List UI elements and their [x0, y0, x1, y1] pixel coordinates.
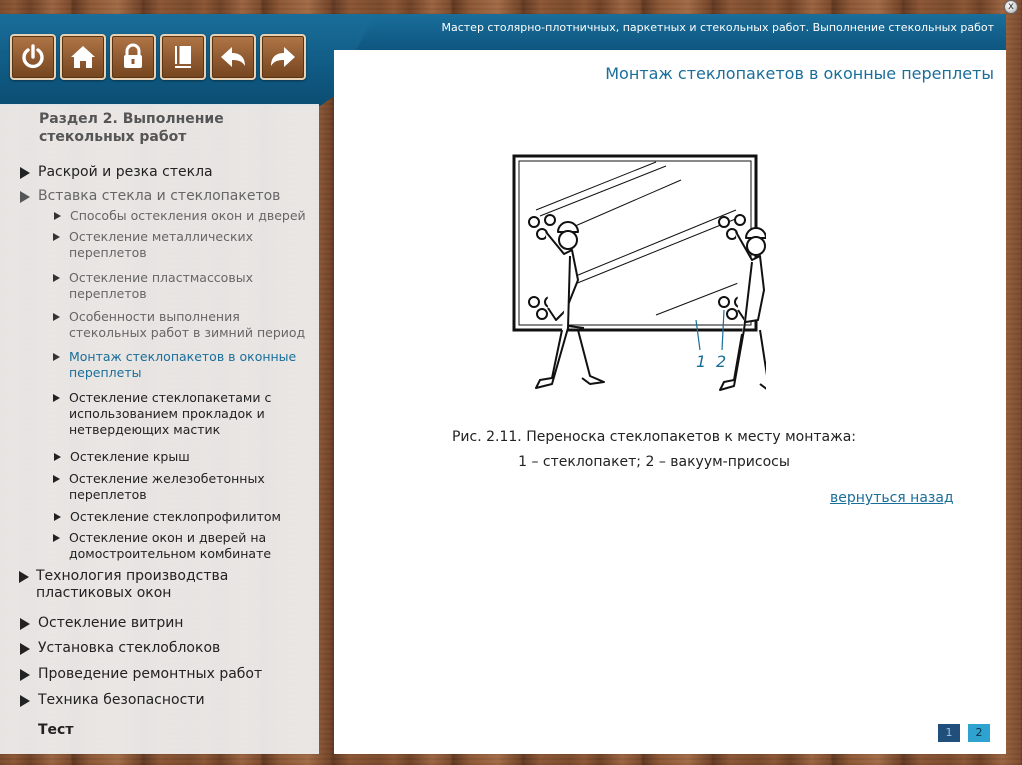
sidebar-subitem-housing-plant[interactable]: Остекление окон и дверей на домостроительном комбинате: [52, 530, 314, 562]
close-button[interactable]: [1004, 0, 1018, 14]
triangle-right-icon: [52, 349, 61, 365]
sidebar-subitem-profilite[interactable]: Остекление стеклопрофилитом: [52, 509, 314, 525]
sidebar-subitem-plastic-frames[interactable]: Остекление пластмассовых переплетов: [52, 270, 277, 302]
content-panel: [334, 50, 1006, 754]
back-button[interactable]: [210, 34, 256, 80]
triangle-right-icon: [52, 229, 61, 245]
page-title: Монтаж стеклопакетов в оконные переплеты: [605, 64, 994, 83]
power-button[interactable]: [10, 34, 56, 80]
lock-icon: [118, 42, 148, 72]
section-title: Раздел 2. Выполнение стекольных работ: [39, 111, 224, 145]
book-button[interactable]: [160, 34, 206, 80]
triangle-right-icon: [52, 471, 61, 487]
lock-button[interactable]: [110, 34, 156, 80]
sidebar-subitem-metal-frames[interactable]: Остекление металлических переплетов: [52, 229, 277, 261]
triangle-right-icon: [52, 270, 61, 286]
glass-unit-carrying-illustration: [506, 150, 766, 400]
triangle-right-icon: [18, 568, 30, 585]
sidebar-item-plastic-windows[interactable]: Технология производства пластиковых окон: [18, 568, 258, 602]
back-link[interactable]: вернуться назад: [830, 490, 954, 506]
sidebar-subitem-glazing-methods[interactable]: Способы остекления окон и дверей: [52, 208, 317, 224]
sidebar-item-glass-cutting[interactable]: Раскрой и резка стекла: [18, 164, 213, 181]
triangle-right-icon: [18, 666, 32, 683]
window-title: Мастер столярно-плотничных, паркетных и стекольных работ. Выполнение стекольных работ: [441, 21, 994, 34]
triangle-right-icon: [52, 530, 61, 546]
sidebar-subitem-roof-glazing[interactable]: Остекление крыш: [52, 449, 282, 465]
triangle-right-icon: [18, 692, 32, 709]
caption-line-1: Рис. 2.11. Переноска стеклопакетов к месту монтажа:: [451, 429, 856, 445]
triangle-right-icon: [52, 449, 62, 465]
triangle-right-icon: [18, 615, 32, 632]
power-icon: [18, 42, 48, 72]
sidebar-subitem-gaskets-mastics[interactable]: Остекление стеклопакетами с использованием прокладок и нетвердеющих мастик: [52, 390, 282, 438]
sidebar-item-safety[interactable]: Техника безопасности: [18, 692, 205, 709]
caption-line-2: 1 – стеклопакет; 2 – вакуум-присосы: [518, 454, 790, 470]
triangle-right-icon: [52, 509, 62, 525]
figure-label-2: 2: [716, 352, 727, 371]
triangle-right-icon: [18, 640, 32, 657]
close-icon: x: [1008, 1, 1014, 12]
home-icon: [68, 42, 98, 72]
sidebar-subitem-winter-works[interactable]: Особенности выполнения стекольных работ в зимний период: [52, 309, 314, 341]
sidebar-item-glass-blocks[interactable]: Установка стеклоблоков: [18, 640, 220, 657]
back-arrow-icon: [218, 42, 248, 72]
page-button-1[interactable]: 1: [938, 724, 960, 742]
figure-caption: [334, 425, 974, 475]
forward-arrow-icon: [268, 42, 298, 72]
triangle-right-icon: [52, 390, 61, 406]
sidebar-item-test[interactable]: Тест: [38, 722, 74, 738]
home-button[interactable]: [60, 34, 106, 80]
triangle-right-icon: [18, 188, 32, 205]
triangle-right-icon: [18, 164, 32, 181]
figure-label-1: 1: [696, 352, 707, 371]
page-button-2[interactable]: 2: [968, 724, 990, 742]
sidebar-item-repair-works[interactable]: Проведение ремонтных работ: [18, 666, 262, 683]
sidebar: [0, 104, 319, 754]
sidebar-subitem-concrete-frames[interactable]: Остекление железобетонных переплетов: [52, 471, 287, 503]
sidebar-item-shop-windows[interactable]: Остекление витрин: [18, 615, 183, 632]
pager: [938, 724, 990, 742]
book-icon: [168, 42, 198, 72]
toolbar: [10, 34, 306, 80]
sidebar-item-glass-insertion[interactable]: Вставка стекла и стеклопакетов: [18, 188, 280, 205]
triangle-right-icon: [52, 208, 62, 224]
forward-button[interactable]: [260, 34, 306, 80]
sidebar-subitem-glass-units-mounting[interactable]: Монтаж стеклопакетов в оконные переплеты: [52, 349, 314, 381]
triangle-right-icon: [52, 309, 61, 325]
